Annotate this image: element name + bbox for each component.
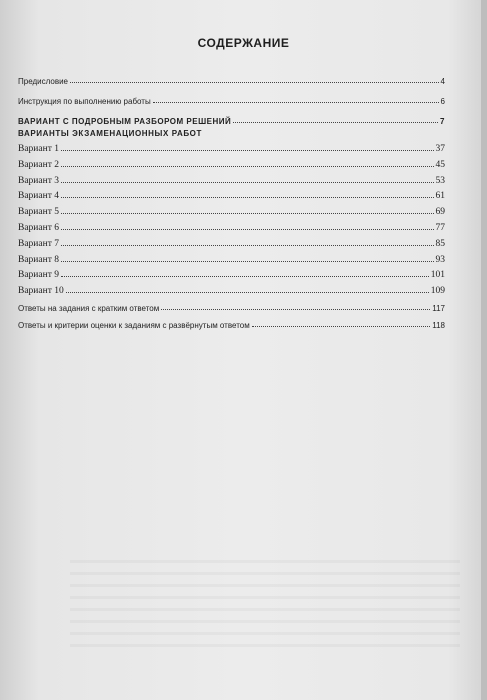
toc-entry-page: 4 xyxy=(440,77,445,86)
toc-entry-page: 109 xyxy=(430,286,445,296)
toc-entry-variant xyxy=(18,235,445,249)
section-heading: ВАРИАНТЫ ЭКЗАМЕНАЦИОННЫХ РАБОТ xyxy=(18,129,202,138)
toc-entry-label: Вариант 7 xyxy=(18,239,59,249)
toc-entry-short-answers xyxy=(18,299,445,313)
toc-entry-page: 85 xyxy=(435,239,445,249)
toc-entry-page: 69 xyxy=(435,207,445,217)
toc-entry-label: Ответы и критерии оценки к заданиям с развёрнутым ответом xyxy=(18,321,250,330)
toc-entry-label: Вариант 8 xyxy=(18,255,59,265)
toc-entry-label: Вариант 2 xyxy=(18,160,59,170)
toc-entry-page: 53 xyxy=(435,176,445,186)
toc-entry-variant xyxy=(18,187,445,201)
toc-entry-page: 61 xyxy=(435,191,445,201)
toc-entry-variant xyxy=(18,266,445,280)
toc-entry-label: Ответы на задания с кратким ответом xyxy=(18,304,160,313)
toc-entry-variant xyxy=(18,203,445,217)
toc-entry-instructions xyxy=(18,92,445,106)
toc-entry-label: ВАРИАНТ С ПОДРОБНЫМ РАЗБОРОМ РЕШЕНИЙ xyxy=(18,117,232,126)
toc-entry-label: Инструкция по выполнению работы xyxy=(18,97,151,106)
leader-dots xyxy=(66,292,429,293)
leader-dots xyxy=(61,276,429,277)
toc-entry-variant xyxy=(18,140,445,154)
toc-entry-page: 77 xyxy=(435,223,445,233)
toc-entry-label: Вариант 1 xyxy=(18,144,59,154)
toc-entry-detailed-variant xyxy=(18,112,445,126)
bleed-through-text xyxy=(70,560,460,650)
toc-entry-page: 45 xyxy=(435,160,445,170)
toc-entry-label: Вариант 6 xyxy=(18,223,59,233)
toc-entry-variant xyxy=(18,251,445,265)
leader-dots xyxy=(233,122,438,123)
toc-entry-preface xyxy=(18,72,445,86)
leader-dots xyxy=(161,309,430,310)
leader-dots xyxy=(70,82,439,83)
leader-dots xyxy=(61,261,434,262)
toc-entry-label: Предисловие xyxy=(18,77,68,86)
leader-dots xyxy=(61,245,434,246)
toc-entry-variant xyxy=(18,156,445,170)
page-title: СОДЕРЖАНИЕ xyxy=(197,36,290,50)
toc-entry-page: 93 xyxy=(435,255,445,265)
leader-dots xyxy=(252,326,431,327)
toc-entry-page: 101 xyxy=(430,270,445,280)
toc-entry-label: Вариант 9 xyxy=(18,270,59,280)
toc-entry-page: 7 xyxy=(440,117,445,126)
toc-entry-variant xyxy=(18,172,445,186)
toc-entry-variant xyxy=(18,282,445,296)
toc-entry-page: 37 xyxy=(435,144,445,154)
leader-dots xyxy=(61,229,434,230)
toc-entry-variant xyxy=(18,219,445,233)
toc-entry-label: Вариант 3 xyxy=(18,176,59,186)
toc-entry-label: Вариант 10 xyxy=(18,286,64,296)
toc-entry-page: 6 xyxy=(440,97,445,106)
leader-dots xyxy=(61,197,434,198)
toc-entry-page: 117 xyxy=(432,304,445,313)
leader-dots xyxy=(61,182,434,183)
toc-entry-label: Вариант 4 xyxy=(18,191,59,201)
toc-entry-detailed-answers xyxy=(18,316,445,330)
toc-entry-page: 118 xyxy=(432,321,445,330)
leader-dots xyxy=(61,213,434,214)
leader-dots xyxy=(61,166,434,167)
leader-dots xyxy=(61,150,434,151)
page-edge xyxy=(481,0,487,700)
toc-entry-label: Вариант 5 xyxy=(18,207,59,217)
leader-dots xyxy=(153,102,439,103)
